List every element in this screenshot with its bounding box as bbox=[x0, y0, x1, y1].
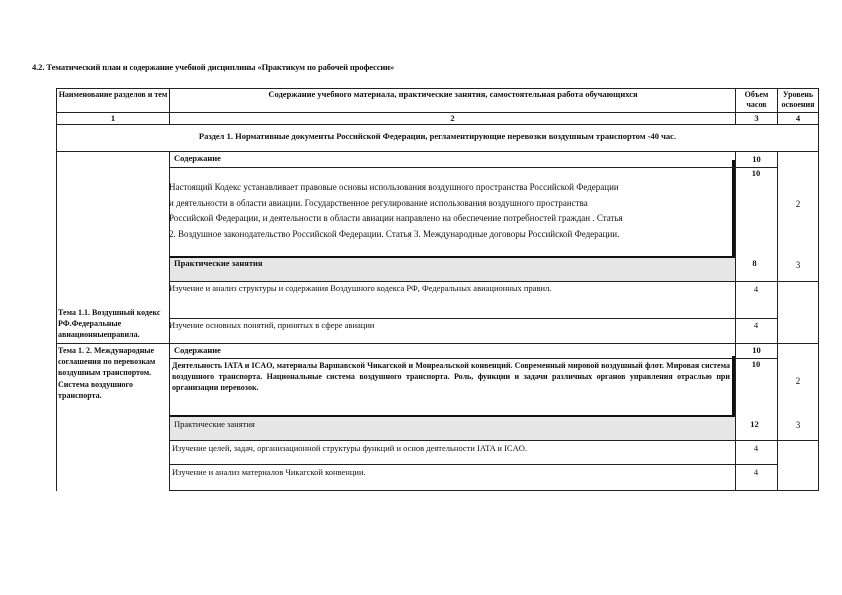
topic-2-practice-label: Практические занятия bbox=[174, 419, 255, 429]
topic-2-text-hours: 10 bbox=[751, 359, 761, 369]
header-level: Уровень освоения bbox=[781, 90, 815, 109]
topic-2-practice-hours: 12 bbox=[750, 419, 759, 429]
col-number-4: 4 bbox=[795, 113, 801, 123]
topic-2-practice-item-hours: 4 bbox=[753, 467, 759, 477]
header-content: Содержание учебного материала, практические занятия, самостоятельная работа обучающихся bbox=[268, 89, 638, 99]
topic-1-practice-item: Изучение основных понятий, принятых в сфере авиации bbox=[169, 320, 375, 330]
topic-2-level: 2 bbox=[795, 376, 801, 386]
col-number-1: 1 bbox=[110, 113, 116, 123]
document-heading: 4.2. Тематический план и содержание учебной дисциплины «Практикум по рабочей профессии» bbox=[32, 62, 395, 72]
rule bbox=[169, 464, 777, 465]
topic-2-content-hours: 10 bbox=[752, 345, 761, 355]
rule bbox=[169, 440, 819, 441]
topic-1-description bbox=[169, 180, 735, 256]
rule bbox=[169, 490, 819, 491]
section-title: Раздел 1. Нормативные документы Российской Федерации, регламентирующие перевозки воздушным транспортом -40 час. bbox=[198, 131, 677, 141]
col-number-2: 2 bbox=[450, 113, 455, 123]
topic-2-description: Деятельность IATA и ICAO, материалы Варшавской Чикагской и Монреальской конвенций. Современный мировой воздушный флот. Мировая система воздушного транспорта. Национальные система воздушного транспорта. Роль, функции и задачи различных органов управления отраслью при организации перевозок. bbox=[172, 361, 730, 392]
topic-1-practice-item-hours: 4 bbox=[753, 284, 759, 294]
topic-1-content-label: Содержание bbox=[174, 153, 221, 163]
topic-1-description-line: Российской Федерации, и деятельности в области авиации направлено на обеспечение потребностей граждан . Статья bbox=[169, 213, 623, 223]
topic-1-description-line: Настоящий Кодекс устанавливает правовые основы использования воздушного пространства Российской Федерации bbox=[169, 182, 619, 192]
thick-border bbox=[169, 415, 735, 417]
topic-1-practice-item: Изучение и анализ структуры и содержания Воздушного кодекса РФ, Федеральных авиационных правил. bbox=[169, 283, 552, 293]
rule bbox=[169, 318, 777, 319]
rule bbox=[56, 343, 819, 344]
topic-1-practice-hours: 8 bbox=[752, 258, 757, 268]
rule bbox=[169, 358, 777, 359]
topic-1-practice-label: Практические занятия bbox=[174, 258, 263, 268]
topic-2-practice-item-hours: 4 bbox=[753, 443, 759, 453]
rule bbox=[56, 124, 819, 125]
header-topic-names: Наименование разделов и тем bbox=[58, 90, 168, 99]
topic-2-practice-item: Изучение и анализ материалов Чикагской конвенции. bbox=[172, 467, 366, 477]
topic-1-text-hours: 10 bbox=[751, 168, 761, 178]
topic-2-content-label: Содержание bbox=[174, 345, 221, 355]
topic-1-content-hours: 10 bbox=[752, 154, 761, 164]
rule bbox=[818, 88, 819, 491]
topic-1-title: Тема 1.1. Воздушный кодекс РФ.Федеральные авиационныеправила. bbox=[58, 308, 161, 339]
topic-1-level: 2 bbox=[795, 199, 801, 209]
col-number-3: 3 bbox=[754, 113, 759, 123]
rule bbox=[169, 167, 777, 168]
topic-2-practice-item: Изучение целей, задач, организационной структуры функций и основ деятельности IATA и ICAO. bbox=[172, 443, 527, 453]
rule bbox=[169, 281, 819, 282]
rule bbox=[56, 151, 819, 152]
topic-1-practice-level: 3 bbox=[795, 260, 801, 270]
topic-2-practice-level: 3 bbox=[795, 420, 801, 430]
topic-1-practice-item-hours: 4 bbox=[753, 320, 759, 330]
topic-1-description-line: и деятельности в области авиации. Государственное регулирование использования воздушного пространства bbox=[169, 197, 588, 208]
header-hours: Объем часов bbox=[744, 90, 769, 109]
topic-2-title: Тема 1. 2. Международные соглашения по перевозкам воздушным транспортом. Система воздушного транспорта. bbox=[58, 346, 156, 400]
topic-1-description-line: 2. Воздушное законодательство Российской Федерации. Статья 3. Международные договоры Российской Федерации. bbox=[169, 228, 620, 239]
